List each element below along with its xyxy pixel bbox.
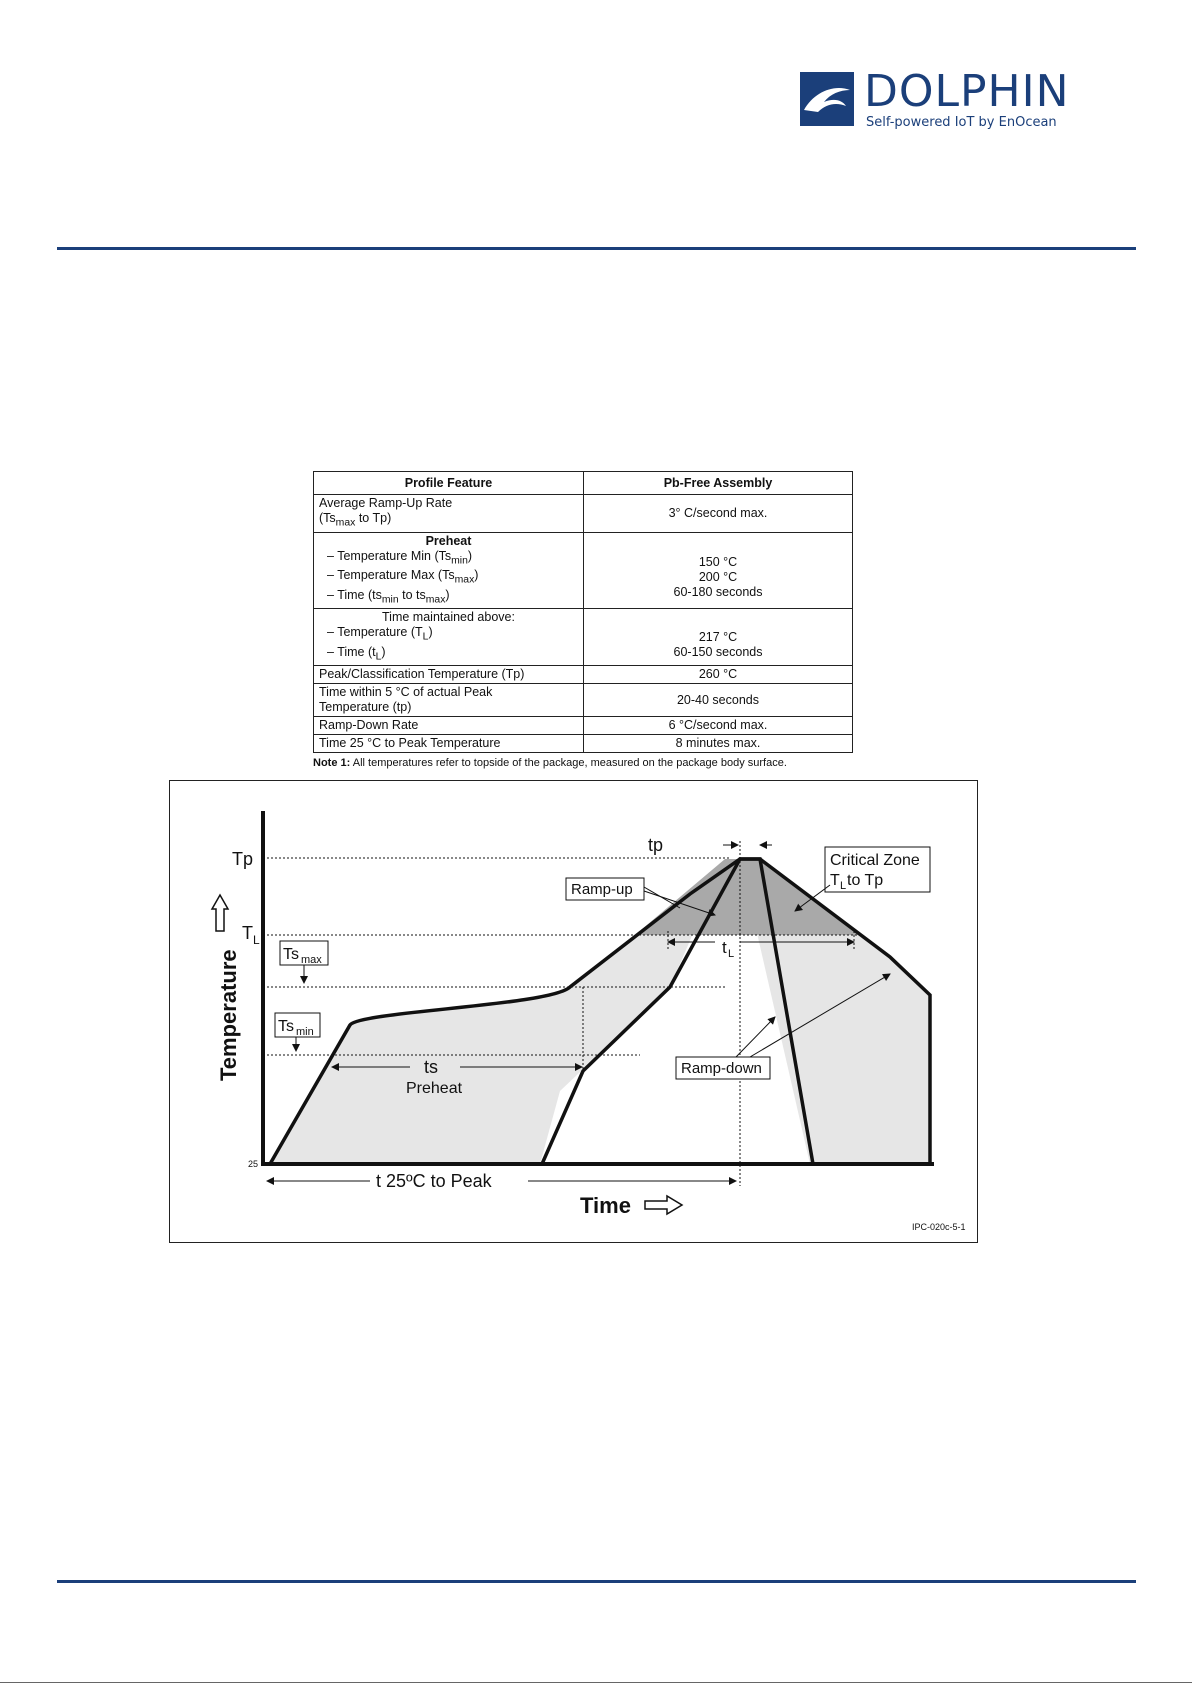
- value-cell: 260 °C: [584, 666, 853, 684]
- label-tp-small: tp: [648, 835, 664, 855]
- up-arrow-icon: [212, 895, 228, 931]
- feature-cell: Time maintained above: – Temperature $(T_L)$ – Time $(t_L)$: [314, 609, 584, 666]
- table-row: [314, 532, 853, 609]
- label-tsmax: Ts: [283, 946, 299, 963]
- feature-cell: Ramp-Down Rate: [314, 717, 584, 735]
- table-row: [314, 735, 853, 753]
- label-t25-peak: t 25ºC to Peak: [376, 1171, 492, 1191]
- reflow-profile-table: [313, 471, 853, 753]
- feature-cell: Average Ramp-Up Rate ($Ts_{max}$ to Tp): [314, 495, 584, 533]
- label-tl-sub: L: [253, 933, 260, 947]
- table-note: [313, 757, 787, 769]
- feature-cell: Time 25 °C to Peak Temperature: [314, 735, 584, 753]
- feature-cell: Peak/Classification Temperature (Tp): [314, 666, 584, 684]
- label-25: 25: [248, 1159, 259, 1169]
- table-row: [314, 666, 853, 684]
- header-profile-feature: Profile Feature: [314, 472, 584, 495]
- label-ramp-down: Ramp-down: [681, 1060, 762, 1077]
- table-header-row: [314, 472, 853, 495]
- page-edge-rule: [0, 1682, 1192, 1683]
- brand-name: DOLPHIN: [864, 66, 1070, 117]
- value-cell: 8 minutes max.: [584, 735, 853, 753]
- right-arrow-icon: [645, 1196, 682, 1214]
- table-row: [314, 495, 853, 533]
- label-preheat: Preheat: [406, 1080, 463, 1097]
- label-tsmax-sub: max: [301, 954, 322, 966]
- brand-tagline: Self-powered IoT by EnOcean: [866, 115, 1057, 130]
- label-tsmin-sub: min: [296, 1026, 314, 1038]
- note-text: All temperatures refer to topside of the package, measured on the package body surface.: [352, 757, 787, 769]
- label-tl-small-sub: L: [728, 948, 735, 960]
- critical-zone-line2-end: to Tp: [847, 872, 884, 889]
- value-cell: 20-40 seconds: [584, 684, 853, 717]
- header-pb-free: Pb-Free Assembly: [584, 472, 853, 495]
- value-cell: 150 °C 200 °C 60-180 seconds: [584, 532, 853, 609]
- label-ts: ts: [424, 1057, 439, 1077]
- dolphin-icon: [800, 72, 854, 126]
- label-tl-small: t: [722, 938, 727, 957]
- feature-cell: Preheat – Temperature Min $(Ts_{min})$ – Temperature Max $(Ts_{max})$ – Time ($ts_{min}$ to $ts_{max}$): [314, 532, 584, 609]
- feature-cell: Time within 5 °C of actual Peak Temperature (tp): [314, 684, 584, 717]
- x-axis-label: Time: [580, 1193, 631, 1218]
- footer-rule: [57, 1580, 1136, 1583]
- value-cell: 3° C/second max.: [584, 495, 853, 533]
- note-label: Note 1:: [313, 757, 351, 769]
- reflow-profile-figure: [169, 780, 978, 1243]
- dolphin-logo: [800, 66, 1100, 132]
- label-tl: T: [242, 923, 253, 943]
- y-axis-label: Temperature: [216, 949, 241, 1081]
- critical-zone-line2-sub: L: [840, 880, 847, 892]
- value-cell: 6 °C/second max.: [584, 717, 853, 735]
- value-cell: 217 °C 60-150 seconds: [584, 609, 853, 666]
- label-ramp-up: Ramp-up: [571, 881, 633, 898]
- label-tsmin: Ts: [278, 1018, 294, 1035]
- critical-zone-line1: Critical Zone: [830, 852, 920, 869]
- label-tp: Tp: [232, 849, 254, 869]
- table-row: [314, 717, 853, 735]
- table-row: [314, 684, 853, 717]
- reflow-profile-diagram: [170, 781, 979, 1244]
- table-row: [314, 609, 853, 666]
- header-rule: [57, 247, 1136, 250]
- figure-id: IPC-020c-5-1: [912, 1222, 966, 1232]
- process-window-area: [270, 859, 740, 1164]
- critical-zone-line2: T: [830, 872, 840, 889]
